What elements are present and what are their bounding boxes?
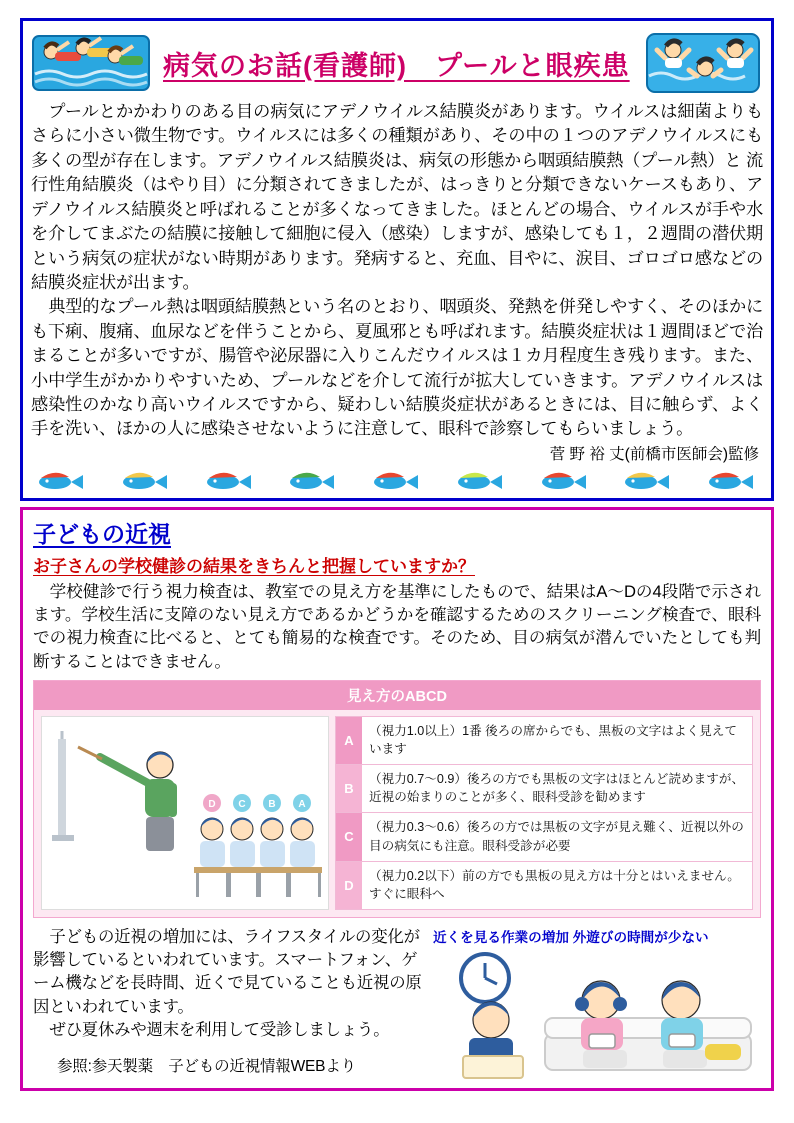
fish-icon	[201, 469, 259, 493]
reference-note: 参照:参天製薬 子どもの近視情報WEBより	[57, 1058, 356, 1076]
svg-text:B: B	[268, 798, 276, 810]
swimmers-in-pool-illustration	[31, 30, 151, 96]
closing-paragraph-1: 子どもの近視の増加には、ライフスタイルの変化が影響しているといわれています。スマートフォン、ゲーム機などを長時間、近くで見ていることも近視の原因といわれています。	[33, 927, 422, 1016]
lifestyle-illustration-block	[433, 926, 761, 1080]
children-swimming-illustration	[643, 30, 763, 96]
fish-icon	[33, 469, 91, 493]
abcd-grade-description: （視力0.7～0.9）後ろの方でも黒板の文字はほとんど読めますが、近視の始まりのことが多く、眼科受診を勧めます	[369, 772, 745, 805]
fish-icon	[284, 469, 342, 493]
health-article-section	[20, 18, 774, 501]
svg-text:C: C	[238, 798, 246, 810]
article-signature: 菅 野 裕 丈(前橋市医師会)監修	[549, 445, 759, 463]
abcd-grade-label: B	[336, 765, 362, 812]
fish-icon	[536, 469, 594, 493]
abcd-grade-label: A	[336, 717, 362, 764]
children-using-devices-indoors-illustration	[433, 948, 761, 1080]
article-paragraph-1: プールとかかわりのある目の病気にアデノウイルス結膜炎があります。ウイルスは細菌よりもさらに小さい微生物です。ウイルスには多くの種類があり、その中の１つのアデノウイルスにも多くの型が存在します。アデノウイルス結膜炎は、病気の形態から咽頭結膜熱（プール熱）と 流行性角結膜炎（はやり目）に分類されてきましたが、はっきりと分類できないケースもあり、アデノウイルス結膜炎と呼ばれることが多くなってきました。ほとんどの場合、ウイルスが手や水を介してまぶたの結膜に接触して細胞に侵入（感染）しますが、感染しても１，２週間の潜伏期という病気の症状がない時期があります。発病すると、充血、目やに、涙目、ゴロゴロ感などの結膜炎症状が出ます。	[31, 101, 763, 292]
closing-block	[33, 926, 761, 1080]
fish-icon	[452, 469, 510, 493]
page-title: 病気のお話(看護師) プールと眼疾患	[163, 50, 630, 81]
myopia-section	[20, 507, 774, 1091]
table-row	[336, 813, 752, 861]
article-header	[31, 27, 763, 99]
fish-icon	[619, 469, 677, 493]
abcd-grade-description: （視力0.2以下）前の方でも黒板の見え方は十分とはいえません。すぐに眼科へ	[369, 868, 740, 901]
abcd-panel-body	[34, 710, 760, 917]
illustration-caption: 近くを見る作業の増加 外遊びの時間が少ない	[433, 929, 709, 945]
section-subtitle: お子さんの学校健診の結果をきちんと把握していますか？	[33, 556, 475, 576]
fish-icon	[368, 469, 426, 493]
article-paragraph-2: 典型的なプール熱は咽頭結膜熱という名のとおり、咽頭炎、発熱を併発しやすく、そのほかにも下痢、腹痛、血尿などを伴うことから、夏風邪とも呼ばれます。結膜炎症状は１週間ほどで治まることが多いですが、腸管や泌尿器に入りこんだウイルスは１カ月程度生き残ります。また、小中学生がかかりやすいため、プールなどを介して流行が拡大していきます。アデノウイルスは感染性のかなり高いウイルスですから、疑わしい結膜炎症状があるときには、目に触らず、よく手を洗い、ほかの人に感染させないように注意して、眼科で診察してもらいましょう。	[31, 296, 763, 439]
fish-icon	[703, 469, 761, 493]
abcd-grade-label: C	[336, 813, 362, 860]
abcd-table	[335, 716, 753, 910]
abcd-grade-label: D	[336, 862, 362, 909]
closing-text	[33, 926, 433, 1080]
myopia-paragraph: 学校健診で行う視力検査は、教室での見え方を基準にしたもので、結果はA～Dの4段階で示されます。学校生活に支障のない見え方であるかどうかを確認するためのスクリーニング検査で、眼科での視力検査に比べると、とても簡易的な検査です。そのため、目の病気が潜んでいたとしても判断することはできません。	[33, 581, 761, 671]
table-row	[336, 862, 752, 909]
abcd-grade-description: （視力0.3～0.6）後ろの方では黒板の文字が見え難く、近視以外の目の病気にも注意。眼科受診が必要	[369, 820, 744, 853]
svg-text:A: A	[298, 798, 306, 810]
abcd-panel-header: 見え方のABCD	[34, 681, 760, 710]
table-row	[336, 717, 752, 765]
abcd-panel	[33, 680, 761, 918]
article-body	[31, 99, 763, 441]
fish-icon	[117, 469, 175, 493]
fish-divider	[31, 468, 763, 494]
classroom-seating-chart-illustration	[41, 716, 329, 910]
section-title: 子どもの近視	[33, 520, 171, 547]
table-row	[336, 765, 752, 813]
svg-text:D: D	[208, 798, 216, 810]
closing-paragraph-2: ぜひ夏休みや週末を利用して受診しましょう。	[49, 1020, 390, 1039]
abcd-grade-description: （視力1.0以上）1番 後ろの席からでも、黒板の文字はよく見えています	[369, 723, 737, 757]
myopia-intro-text	[33, 580, 761, 673]
